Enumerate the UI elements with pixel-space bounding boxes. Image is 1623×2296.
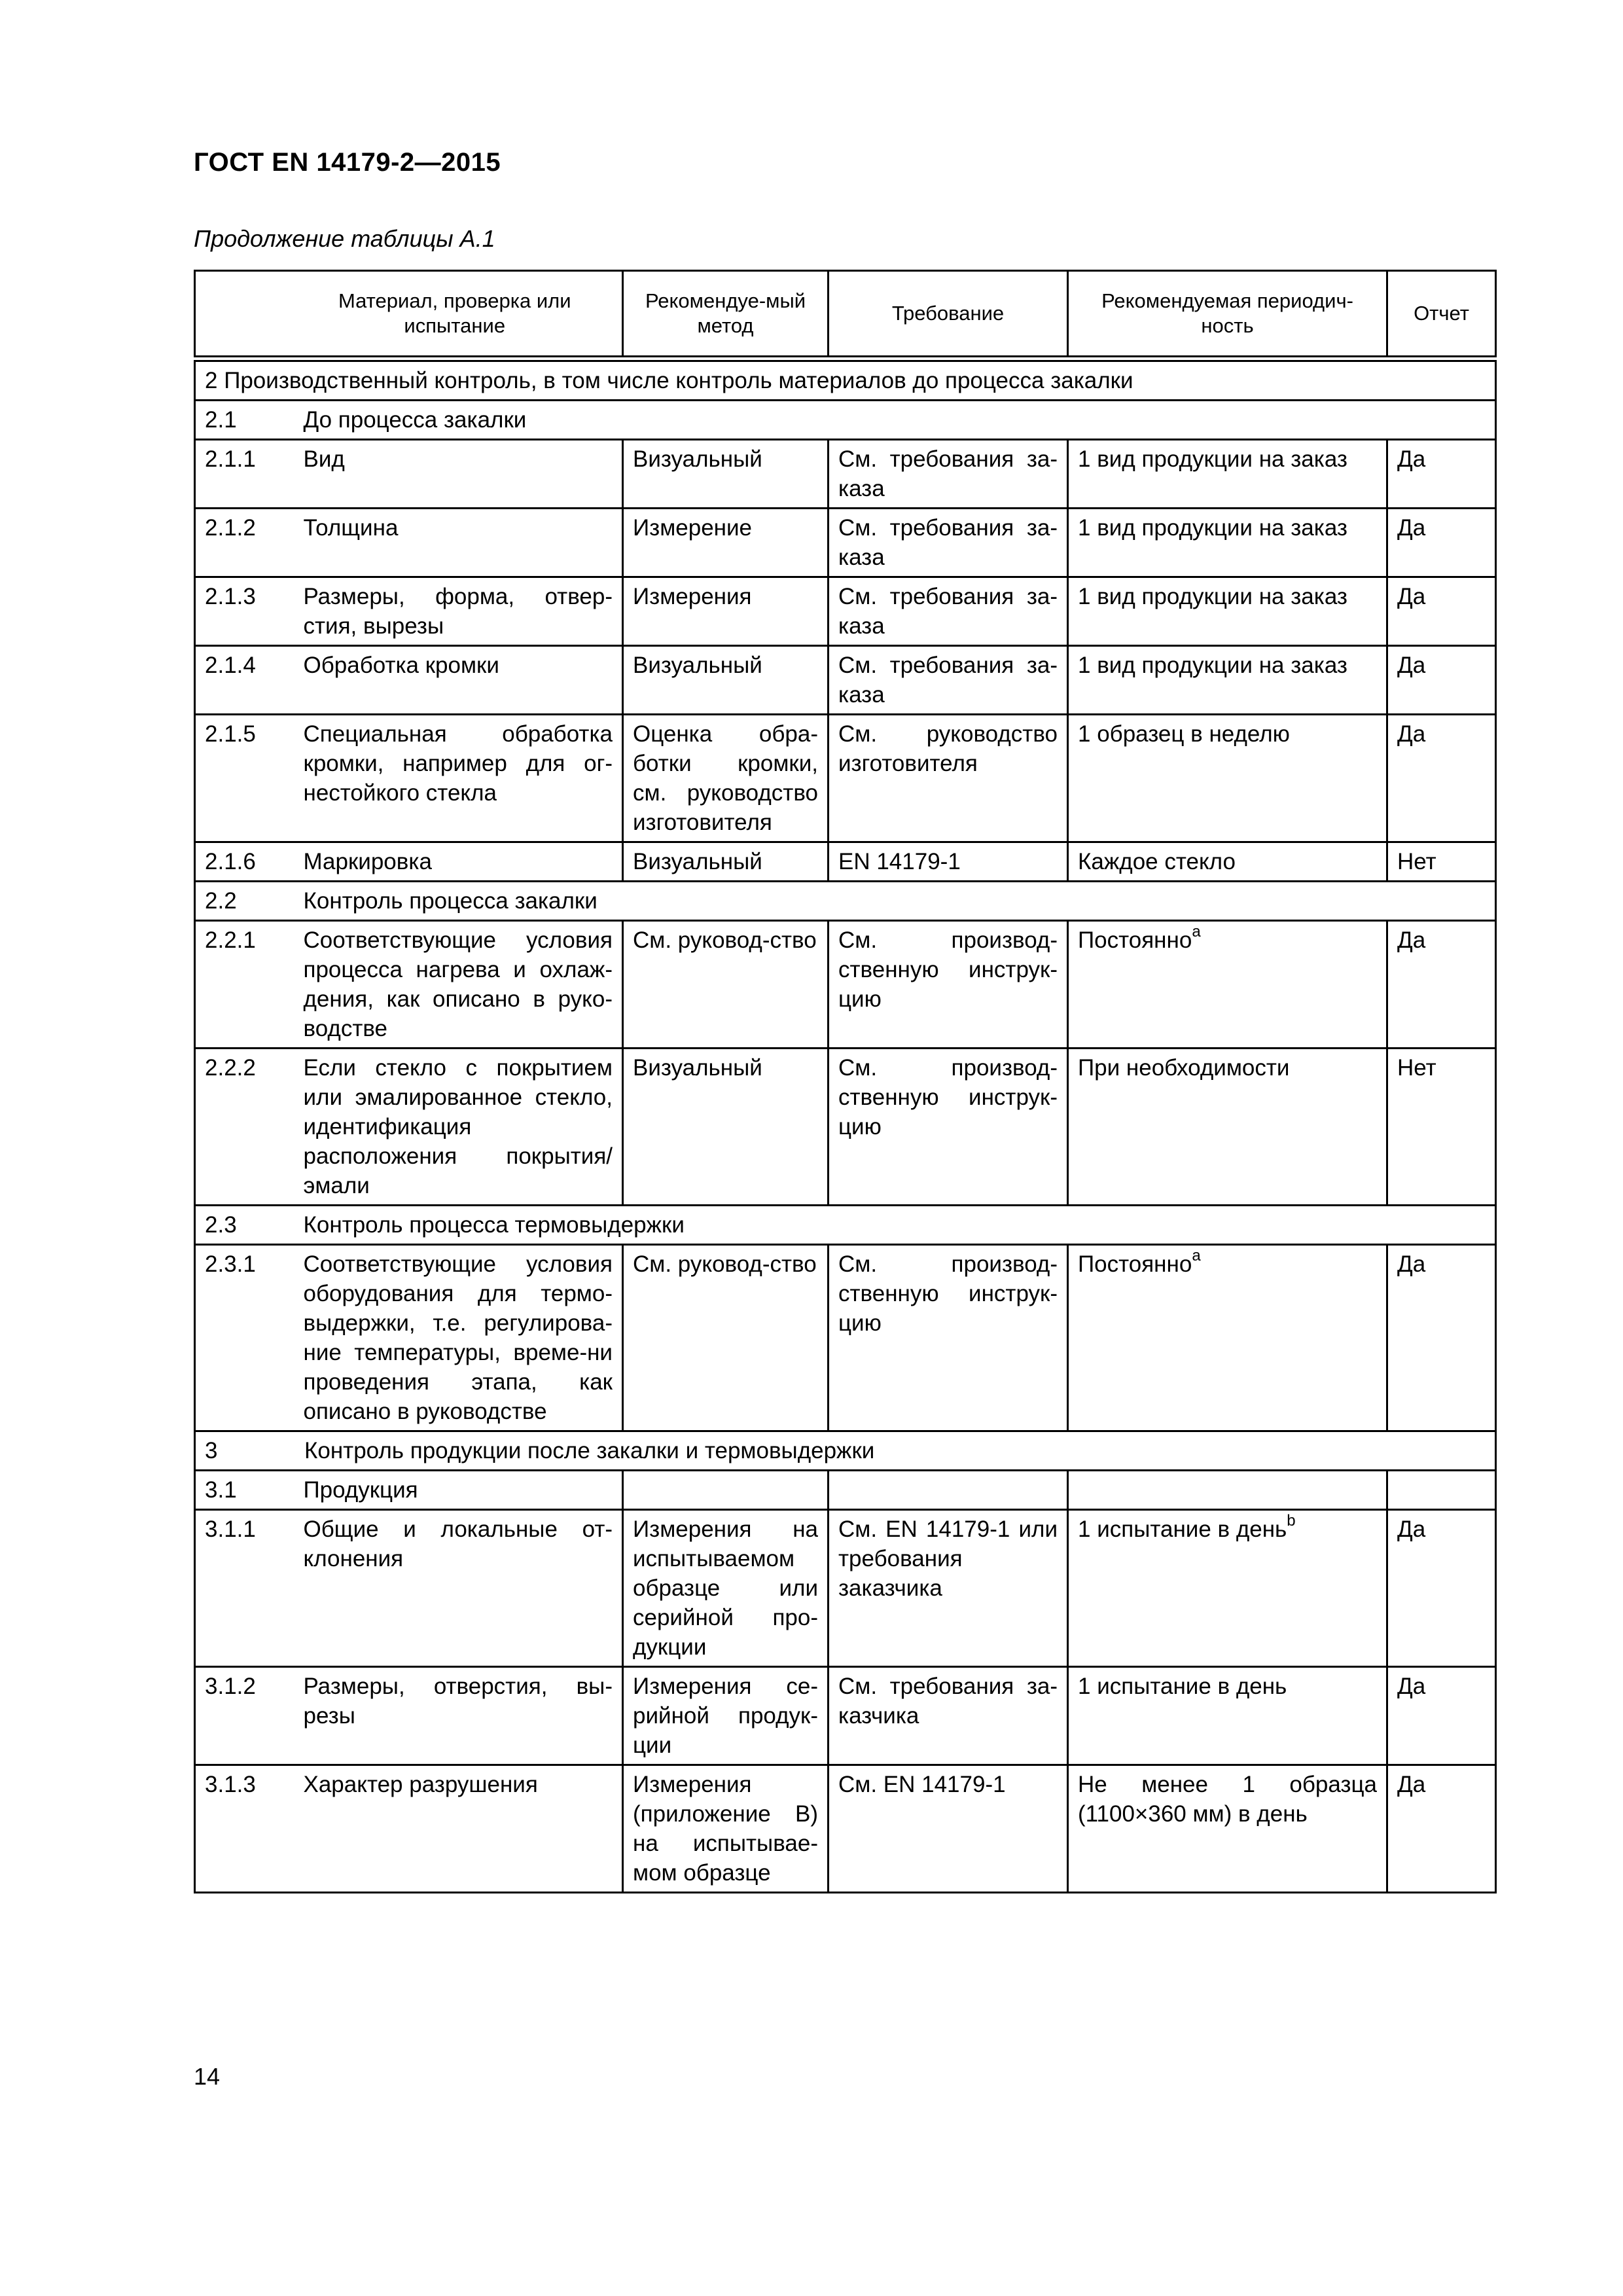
row-number: [195, 1206, 294, 1245]
row-number-text: 2.1.1: [205, 446, 256, 472]
method-cell-text: См. руковод-ство: [633, 1251, 817, 1277]
table-row: [195, 1667, 1496, 1765]
material-cell-text: Соответствующие условия оборудования для термо-выдержки, т.е. регулирова-ние температуры, време-ни проведения этапа, как описано в руководстве: [303, 1251, 613, 1424]
method-cell: [623, 440, 829, 509]
subsection-title: [294, 882, 1496, 921]
periodicity-cell-text: Каждое стекло: [1078, 849, 1236, 874]
report-cell: [1387, 440, 1496, 509]
table-row: [195, 715, 1496, 842]
periodicity-cell-text: 1 вид продукции на заказ: [1078, 653, 1347, 678]
requirement-cell-text: EN 14179-1: [838, 849, 961, 874]
material-cell: [294, 440, 623, 509]
method-cell: [623, 1765, 829, 1893]
method-cell: [623, 1049, 829, 1206]
periodicity-cell: [1068, 1765, 1387, 1893]
row-number: [195, 921, 294, 1049]
material-cell: [294, 1765, 623, 1893]
method-cell-text: Измерения се-рийной продук-ции: [633, 1674, 818, 1758]
table-body: [195, 359, 1496, 1893]
table-row: [195, 1510, 1496, 1667]
method-cell-text: Измерения (приложение В) на испытывае-мом образце: [633, 1772, 818, 1886]
section-number: 3: [205, 1438, 218, 1463]
requirement-cell: [829, 842, 1068, 882]
method-cell: [623, 646, 829, 715]
material-cell-text: Специальная обработка кромки, например для ог-нестойкого стекла: [303, 721, 613, 806]
requirement-cell: [829, 1765, 1068, 1893]
table-row: [195, 842, 1496, 882]
requirement-cell-text: См. требования за-каза: [838, 653, 1058, 708]
periodicity-cell: [1068, 646, 1387, 715]
row-number-text: 2.2: [205, 888, 237, 914]
page-number: 14: [194, 2063, 221, 2090]
material-cell-text: Размеры, отверстия, вы-резы: [303, 1674, 613, 1729]
periodicity-cell-text: 1 испытание в день: [1078, 1674, 1287, 1699]
requirement-cell-text: См. производ-ственную инструк-цию: [838, 1055, 1058, 1139]
method-cell: [623, 1245, 829, 1431]
periodicity-cell-text: 1 вид продукции на заказ: [1078, 446, 1347, 472]
table-row: [195, 646, 1496, 715]
periodicity-cell: [1068, 921, 1387, 1049]
row-number-text: 2.1.3: [205, 584, 256, 609]
footnote-marker: a: [1192, 923, 1201, 941]
material-cell-text: Соответствующие условия процесса нагрева и охлаж-дения, как описано в руко-водстве: [303, 927, 613, 1041]
table-row: [195, 921, 1496, 1049]
method-cell: [623, 715, 829, 842]
report-cell-text: Да: [1397, 584, 1426, 609]
table-row: [195, 1765, 1496, 1893]
report-cell-text: Да: [1397, 653, 1426, 678]
requirement-cell: [829, 1510, 1068, 1667]
row-number: [195, 842, 294, 882]
row-number: [195, 577, 294, 646]
subsection-title-text: Контроль процесса закалки: [303, 888, 597, 914]
header-material: Материал, проверка или испытание: [294, 271, 623, 359]
report-cell-text: Нет: [1397, 1055, 1436, 1081]
table-row: [195, 509, 1496, 577]
method-cell-text: Визуальный: [633, 849, 762, 874]
method-cell: [623, 509, 829, 577]
subsection-title-text: Продукция: [303, 1477, 418, 1503]
report-cell-text: Нет: [1397, 849, 1436, 874]
report-cell: [1387, 715, 1496, 842]
row-number-text: 2.3.1: [205, 1251, 256, 1277]
subsection-title-text: До процесса закалки: [303, 407, 527, 433]
row-number: [195, 646, 294, 715]
header-periodicity: Рекомендуемая периодич-ность: [1068, 271, 1387, 359]
periodicity-cell: [1068, 842, 1387, 882]
row-number: [195, 1667, 294, 1765]
section-title: Контроль продукции после закалки и термовыдержки: [304, 1438, 875, 1463]
requirement-cell-text: См. руководство изготовителя: [838, 721, 1058, 776]
material-cell-text: Размеры, форма, отвер-стия, вырезы: [303, 584, 613, 639]
requirement-cell: [829, 715, 1068, 842]
table-header-row: [195, 271, 1496, 359]
subsection-row: [195, 401, 1496, 440]
section-row: [195, 1431, 1496, 1471]
subsection-row: [195, 1206, 1496, 1245]
periodicity-cell: [1068, 1510, 1387, 1667]
row-number: [195, 882, 294, 921]
material-cell: [294, 842, 623, 882]
requirement-cell-text: См. требования за-каза: [838, 446, 1058, 501]
header-report: Отчет: [1387, 271, 1496, 359]
row-number-text: 2.1.2: [205, 515, 256, 541]
section-row: [195, 359, 1496, 401]
row-number-text: 2.2.1: [205, 927, 256, 953]
report-cell-text: Да: [1397, 721, 1426, 747]
report-cell: [1387, 1471, 1496, 1510]
periodicity-cell: [1068, 577, 1387, 646]
requirement-cell: [829, 1245, 1068, 1431]
subsection-title: [294, 401, 1496, 440]
material-cell: [294, 1510, 623, 1667]
footnote-marker: a: [1192, 1247, 1201, 1265]
row-number: [195, 715, 294, 842]
material-cell-text: Общие и локальные от-клонения: [303, 1516, 613, 1571]
requirement-cell-text: См. EN 14179-1: [838, 1772, 1006, 1797]
report-cell-text: Да: [1397, 927, 1426, 953]
report-cell: [1387, 509, 1496, 577]
report-cell: [1387, 1667, 1496, 1765]
periodicity-cell: [1068, 440, 1387, 509]
header-num: [195, 271, 294, 359]
subsection-row: [195, 1471, 1496, 1510]
table-row: [195, 577, 1496, 646]
section-cell: [195, 359, 1496, 401]
periodicity-cell: [1068, 1667, 1387, 1765]
requirement-cell-text: См. производ-ственную инструк-цию: [838, 927, 1058, 1012]
row-number-text: 3.1.1: [205, 1516, 256, 1542]
report-cell-text: Да: [1397, 446, 1426, 472]
requirement-cell-text: См. EN 14179-1 или требования заказчика: [838, 1516, 1058, 1601]
requirement-cell: [829, 440, 1068, 509]
row-number: [195, 1765, 294, 1893]
subsection-title-text: Контроль процесса термовыдержки: [303, 1212, 685, 1238]
section-title: 2 Производственный контроль, в том числе контроль материалов до процесса закалки: [205, 368, 1133, 393]
method-cell-text: Визуальный: [633, 446, 762, 472]
row-number-text: 2.1.6: [205, 849, 256, 874]
material-cell: [294, 715, 623, 842]
requirement-cell: [829, 509, 1068, 577]
method-cell-text: Измерения: [633, 584, 752, 609]
subsection-row: [195, 882, 1496, 921]
method-cell-text: Визуальный: [633, 1055, 762, 1081]
periodicity-cell-text: 1 испытание в день: [1078, 1516, 1287, 1542]
requirement-cell-text: См. производ-ственную инструк-цию: [838, 1251, 1058, 1336]
row-number-text: 2.3: [205, 1212, 237, 1238]
row-number: [195, 440, 294, 509]
requirement-cell: [829, 646, 1068, 715]
row-number: [195, 1245, 294, 1431]
requirement-cell-text: См. требования за-казчика: [838, 1674, 1058, 1729]
report-cell: [1387, 921, 1496, 1049]
report-cell: [1387, 1245, 1496, 1431]
periodicity-cell: [1068, 1471, 1387, 1510]
row-number: [195, 1510, 294, 1667]
report-cell: [1387, 1049, 1496, 1206]
requirement-cell-text: См. требования за-каза: [838, 515, 1058, 570]
material-cell-text: Обработка кромки: [303, 653, 499, 678]
material-cell-text: Маркировка: [303, 849, 432, 874]
report-cell: [1387, 1510, 1496, 1667]
report-cell: [1387, 1765, 1496, 1893]
material-cell: [294, 1667, 623, 1765]
row-number-text: 2.1: [205, 407, 237, 433]
material-cell-text: Толщина: [303, 515, 399, 541]
material-cell-text: Если стекло с покрытием или эмалированное стекло, идентификация расположения покрытия/ эмали: [303, 1055, 613, 1198]
periodicity-cell: [1068, 509, 1387, 577]
header-method: Рекомендуе-мый метод: [623, 271, 829, 359]
material-cell-text: Характер разрушения: [303, 1772, 538, 1797]
report-cell-text: Да: [1397, 1772, 1426, 1797]
row-number-text: 3.1.2: [205, 1674, 256, 1699]
periodicity-cell-text: При необходимости: [1078, 1055, 1290, 1081]
report-cell-text: Да: [1397, 1674, 1426, 1699]
periodicity-cell-text: 1 вид продукции на заказ: [1078, 515, 1347, 541]
periodicity-cell-text: 1 образец в неделю: [1078, 721, 1290, 747]
subsection-title: [294, 1206, 1496, 1245]
material-cell: [294, 646, 623, 715]
requirement-cell: [829, 1471, 1068, 1510]
method-cell-text: Оценка обра-ботки кромки, см. руководство изготовителя: [633, 721, 818, 835]
control-table: [194, 270, 1497, 1893]
row-number-text: 3.1.3: [205, 1772, 256, 1797]
footnote-marker: b: [1287, 1512, 1296, 1530]
row-number: [195, 509, 294, 577]
requirement-cell-text: См. требования за-каза: [838, 584, 1058, 639]
method-cell: [623, 842, 829, 882]
row-number: [195, 401, 294, 440]
periodicity-cell-text: 1 вид продукции на заказ: [1078, 584, 1347, 609]
table-row: [195, 1245, 1496, 1431]
header-requirement: Требование: [829, 271, 1068, 359]
method-cell-text: Измерения на испытываемом образце или серийной про-дукции: [633, 1516, 818, 1660]
method-cell-text: Визуальный: [633, 653, 762, 678]
requirement-cell: [829, 1667, 1068, 1765]
subsection-title: [294, 1471, 623, 1510]
requirement-cell: [829, 577, 1068, 646]
material-cell: [294, 1049, 623, 1206]
periodicity-cell-text: Не менее 1 образца (1100×360 мм) в день: [1078, 1772, 1377, 1827]
material-cell-text: Вид: [303, 446, 345, 472]
report-cell: [1387, 842, 1496, 882]
document-header: ГОСТ EN 14179-2—2015: [194, 148, 501, 177]
periodicity-cell-text: Постоянно: [1078, 927, 1192, 953]
report-cell: [1387, 646, 1496, 715]
periodicity-cell-text: Постоянно: [1078, 1251, 1192, 1277]
row-number: [195, 1049, 294, 1206]
requirement-cell: [829, 921, 1068, 1049]
report-cell-text: Да: [1397, 1251, 1426, 1277]
row-number-text: 3.1: [205, 1477, 237, 1503]
table-row: [195, 1049, 1496, 1206]
section-cell: [195, 1431, 1496, 1471]
material-cell: [294, 577, 623, 646]
table-row: [195, 440, 1496, 509]
row-number: [195, 1471, 294, 1510]
report-cell: [1387, 577, 1496, 646]
method-cell: [623, 577, 829, 646]
method-cell-text: См. руковод-ство: [633, 927, 817, 953]
periodicity-cell: [1068, 715, 1387, 842]
material-cell: [294, 921, 623, 1049]
method-cell: [623, 1471, 829, 1510]
row-number-text: 2.1.5: [205, 721, 256, 747]
table-caption: Продолжение таблицы А.1: [194, 225, 495, 252]
periodicity-cell: [1068, 1049, 1387, 1206]
material-cell: [294, 1245, 623, 1431]
material-cell: [294, 509, 623, 577]
periodicity-cell: [1068, 1245, 1387, 1431]
method-cell-text: Измерение: [633, 515, 753, 541]
report-cell-text: Да: [1397, 1516, 1426, 1542]
method-cell: [623, 1510, 829, 1667]
report-cell-text: Да: [1397, 515, 1426, 541]
method-cell: [623, 921, 829, 1049]
row-number-text: 2.1.4: [205, 653, 256, 678]
method-cell: [623, 1667, 829, 1765]
row-number-text: 2.2.2: [205, 1055, 256, 1081]
requirement-cell: [829, 1049, 1068, 1206]
